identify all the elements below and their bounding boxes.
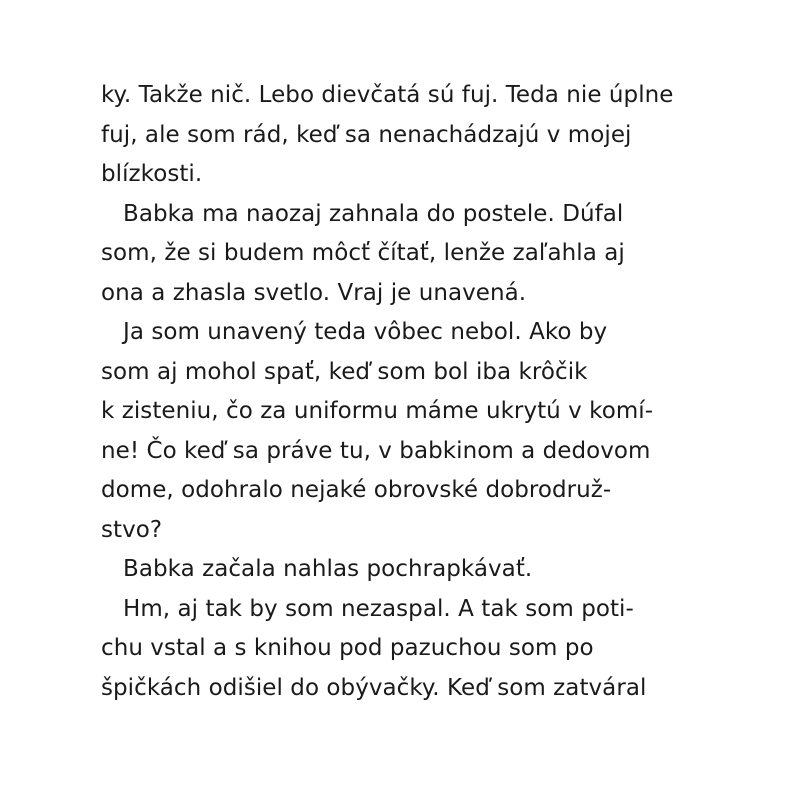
text-line: ne! Čo keď sa práve tu, v babkinom a dedovom: [101, 437, 651, 464]
text-line: fuj, ale som rád, keď sa nenachádzajú v mojej: [101, 121, 632, 148]
text-line: ona a zhasla svetlo. Vraj je unavená.: [101, 279, 527, 306]
text-line: dome, odohralo nejaké obrovské dobrodruž-: [101, 477, 612, 503]
text-line: Babka ma naozaj zahnala do postele. Dúfal: [123, 200, 624, 227]
text-line: ky. Takže nič. Lebo dievčatá sú fuj. Teda nie úplne: [101, 82, 674, 108]
text-line: chu vstal a s knihou pod pazuchou som po: [101, 635, 594, 661]
text-line: som, že si budem môcť čítať, lenže zaľahla aj: [101, 240, 625, 266]
text-line: som aj mohol spať, keď som bol iba krôčik: [101, 358, 588, 385]
text-line: stvo?: [101, 516, 163, 543]
body-text: [101, 76, 721, 708]
text-line: Hm, aj tak by som nezaspal. A tak som poti-: [123, 595, 634, 622]
text-line: špičkách odišiel do obývačky. Keď som zatváral: [101, 674, 647, 701]
text-line: blízkosti.: [101, 161, 203, 187]
text-line: Babka začala nahlas pochrapkávať.: [123, 556, 533, 582]
text-line: k zisteniu, čo za uniformu máme ukrytú v komí-: [101, 398, 654, 424]
text-line: Ja som unavený teda vôbec nebol. Ako by: [123, 319, 608, 345]
